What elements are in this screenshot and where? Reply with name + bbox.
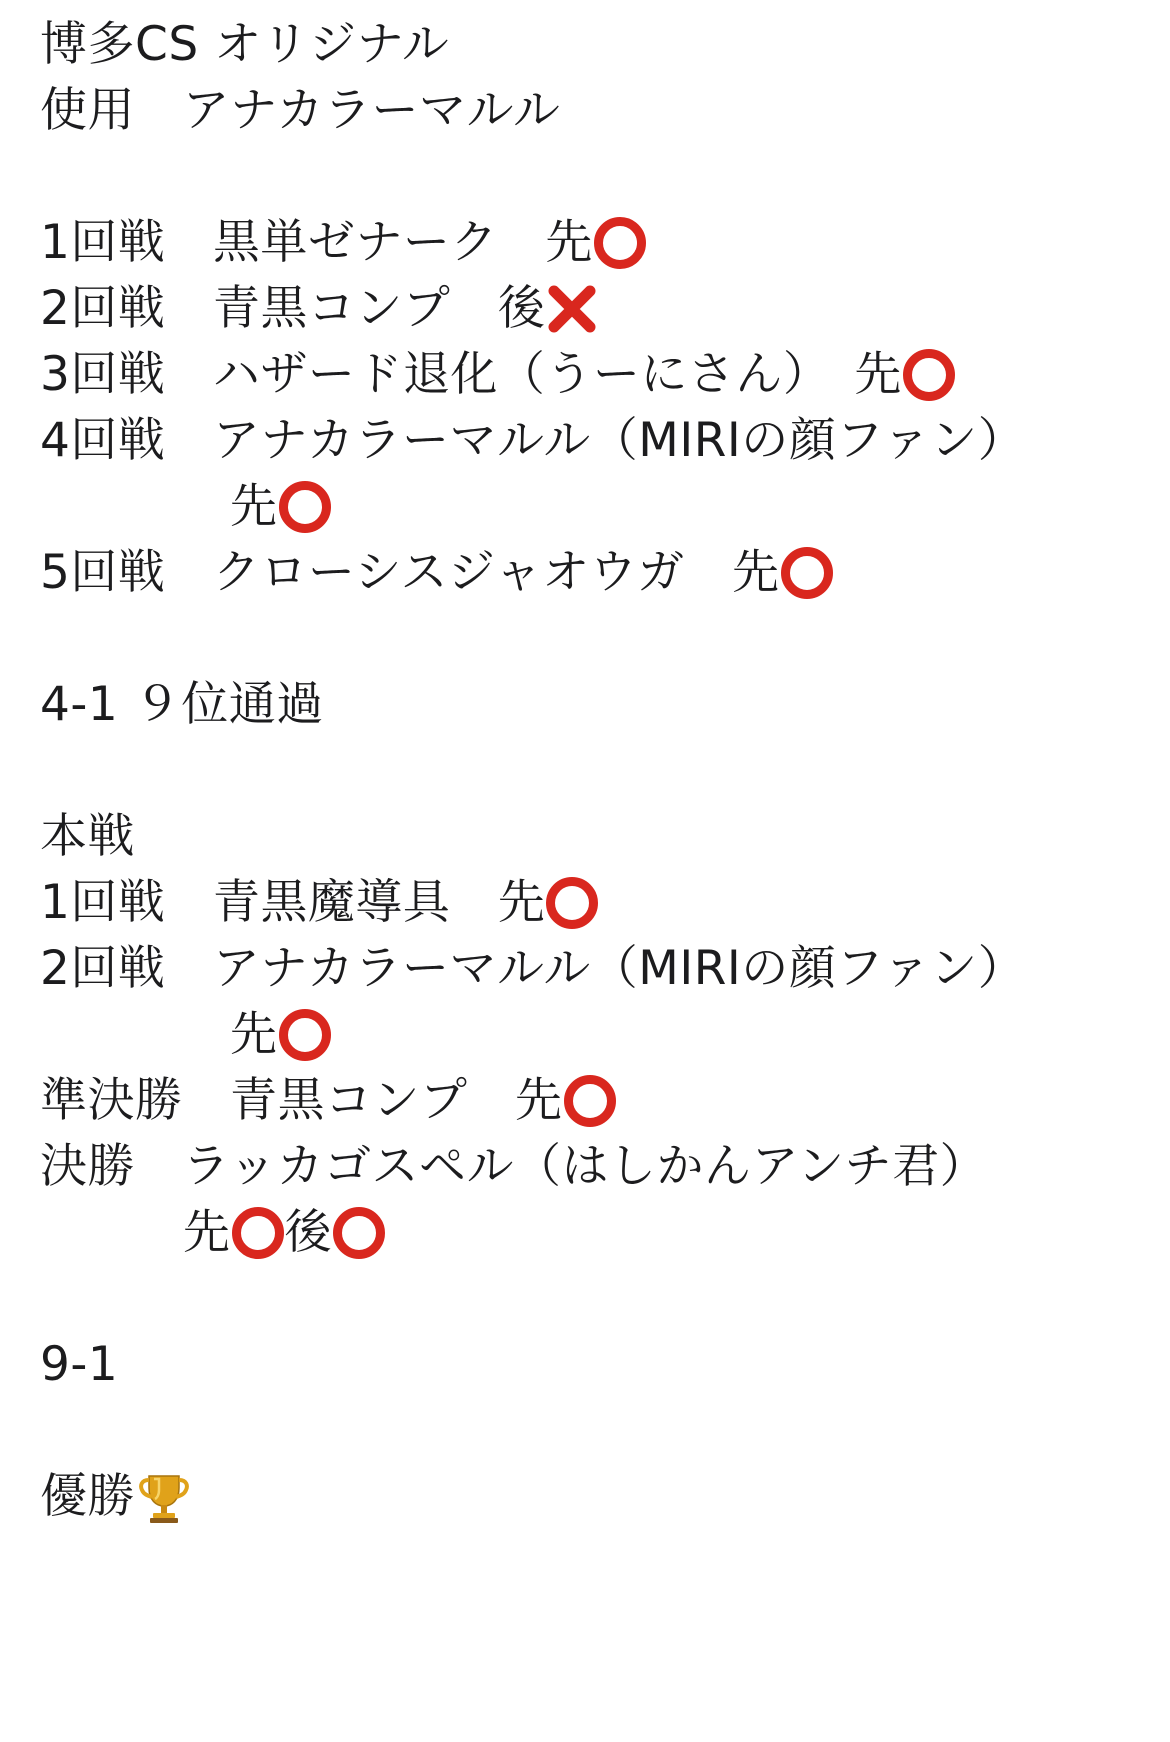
turn-label: 後 (497, 281, 546, 336)
opponent-deck: クローシスジャオウガ (212, 545, 685, 600)
final-result-label: 優勝 (40, 1469, 135, 1524)
opponent-deck: ラッカゴスペル（はしかんアンチ君） (182, 1139, 988, 1194)
note-body (40, 12, 1140, 1530)
opponent-deck: 黒単ゼナーク (212, 215, 498, 270)
round-label: 2回戦 (40, 941, 166, 996)
red-circle-icon (563, 1074, 617, 1128)
turn-label: 後 (284, 1205, 332, 1260)
round-label: 1回戦 (40, 215, 166, 270)
round-label: 4回戦 (40, 413, 166, 468)
main-match-semifinal (40, 1068, 1140, 1134)
red-circle-icon (780, 546, 834, 600)
blank-line (40, 1398, 1140, 1464)
red-cross-icon (545, 282, 599, 336)
blank-line (40, 144, 1140, 210)
red-circle-icon (902, 348, 956, 402)
main-match-final (40, 1134, 1140, 1200)
round-label: 1回戦 (40, 875, 166, 930)
turn-label: 先 (183, 1205, 231, 1260)
turn-label: 先 (497, 875, 546, 930)
red-circle-icon (278, 1008, 332, 1062)
opponent-deck: 青黒コンプ (212, 281, 451, 336)
opponent-deck: ハザード退化（うーにさん） (212, 347, 807, 402)
round-label: 2回戦 (40, 281, 166, 336)
prelim-match-3 (40, 342, 1140, 408)
main-match-1 (40, 870, 1140, 936)
deck-used: 使用 アナカラーマルル (40, 83, 561, 138)
turn-label: 先 (545, 215, 593, 270)
round-label: 3回戦 (40, 347, 166, 402)
prelim-match-4-result (40, 474, 1140, 540)
trophy-icon (135, 1468, 193, 1526)
opponent-deck: アナカラーマルル（MIRIの顔ファン） (212, 941, 1026, 996)
main-header: 本戦 (40, 809, 135, 864)
red-circle-icon (545, 876, 599, 930)
note-title: 博多CS オリジナル (40, 17, 450, 72)
turn-label: 先 (515, 1073, 563, 1128)
opponent-deck: 青黒コンプ (230, 1073, 468, 1128)
prelim-summary: 4-1 ９位通過 (40, 677, 324, 732)
red-circle-icon (593, 216, 647, 270)
turn-label: 先 (854, 347, 902, 402)
blank-line (40, 738, 1140, 804)
prelim-match-5 (40, 540, 1140, 606)
round-label: 準決勝 (40, 1073, 183, 1128)
overall-record: 9-1 (40, 1337, 119, 1392)
blank-line (40, 606, 1140, 672)
opponent-deck: アナカラーマルル（MIRIの顔ファン） (212, 413, 1026, 468)
final-result (40, 1464, 1140, 1530)
turn-label: 先 (230, 1007, 278, 1062)
main-match-2-result (40, 1002, 1140, 1068)
red-circle-icon (231, 1206, 285, 1260)
prelim-match-2 (40, 276, 1140, 342)
red-circle-icon (278, 480, 332, 534)
main-match-final-result (40, 1200, 1140, 1266)
main-match-2 (40, 936, 1140, 1002)
blank-line (40, 1266, 1140, 1332)
red-circle-icon (332, 1206, 386, 1260)
round-label: 5回戦 (40, 545, 166, 600)
turn-label: 先 (732, 545, 780, 600)
turn-label: 先 (230, 479, 278, 534)
prelim-match-4 (40, 408, 1140, 474)
round-label: 決勝 (40, 1139, 135, 1194)
opponent-deck: 青黒魔導具 (212, 875, 451, 930)
prelim-match-1 (40, 210, 1140, 276)
